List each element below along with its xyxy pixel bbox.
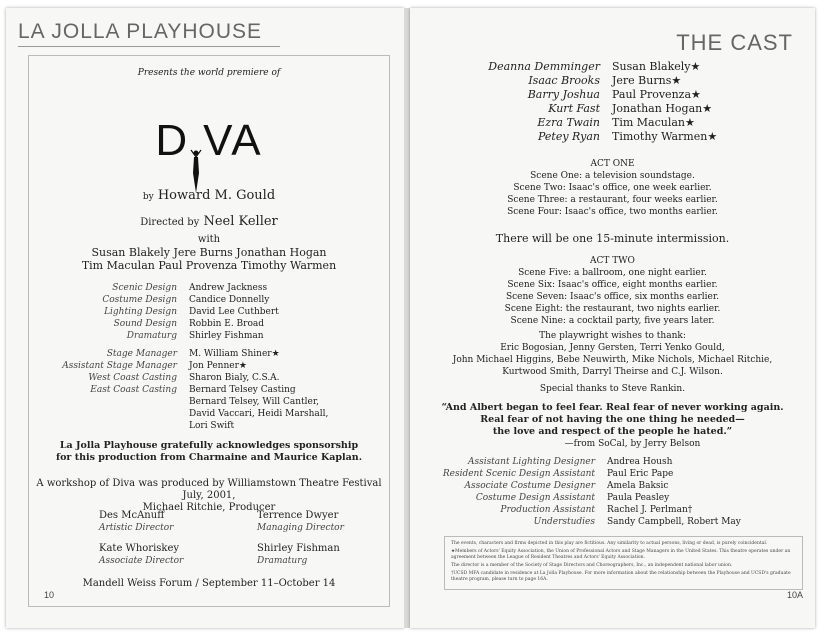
- special-thanks: Special thanks to Steve Rankin.: [539, 384, 686, 394]
- cast-row: [410, 88, 815, 102]
- scene-line: Scene Five: a ballroom, one night earlier.: [518, 268, 707, 278]
- crew-role: Resident Scenic Design Assistant: [442, 469, 595, 479]
- venue-dates: Mandell Weiss Forum / September 11–October 14: [82, 578, 336, 589]
- fine-print-line: †UCSD MFA candidate in residence at La Jolla Playhouse. For more information about the relationship between the Playhouse and UCSD's graduate theatre program, please turn to page 16A.: [451, 571, 791, 582]
- staff-title: Associate Director: [99, 556, 184, 566]
- epigraph-quote: [410, 402, 815, 438]
- author-line: [29, 188, 389, 203]
- credit-row: [29, 330, 389, 342]
- quote-source: —from SoCal, by Jerry Belson: [564, 439, 701, 449]
- actor-name: Paul Provenza★: [612, 88, 701, 101]
- fine-print-line: ★Members of Actors' Equity Association, the Union of Professional Actors and Stage Managers in the United States. This theatre operates under an agreement between the League of Resident Theatres and Actors' Equity Association.: [451, 549, 791, 560]
- credit-role: Lighting Design: [104, 307, 177, 317]
- crew-row: [410, 468, 815, 480]
- quote-line: the love and respect of the people he hated.”: [492, 426, 733, 437]
- credit-role: [29, 408, 189, 420]
- with-line: with: [197, 234, 221, 245]
- act-two-title: ACT TWO: [590, 256, 635, 266]
- cast-row: [410, 74, 815, 88]
- crew-list: [410, 456, 815, 528]
- character-name: Kurt Fast: [548, 102, 600, 115]
- staff-title: Managing Director: [257, 523, 344, 533]
- credit-name: Andrew Jackness: [189, 283, 268, 293]
- workshop-line-2: Michael Ritchie, Producer: [142, 502, 276, 513]
- credit-role: [29, 396, 189, 408]
- crew-name: Amela Baksic: [607, 481, 669, 491]
- scene-line: Scene Nine: a cocktail party, five years later.: [510, 316, 715, 326]
- sponsor-line-2: for this production from Charmaine and Maurice Kaplan.: [55, 452, 363, 463]
- credit-row: [29, 408, 389, 420]
- crew-role: Assistant Lighting Designer: [467, 457, 595, 467]
- crew-role: Associate Costume Designer: [464, 481, 595, 491]
- credit-role: [29, 420, 189, 432]
- crew-row: [410, 516, 815, 528]
- crew-role: Understudies: [533, 517, 595, 527]
- logo-letters-va: VA: [203, 116, 263, 165]
- credit-name: Shirley Fishman: [189, 331, 264, 341]
- staff-managing-director: [257, 510, 344, 534]
- directed-prefix: Directed by: [140, 217, 200, 228]
- credit-row: [29, 282, 389, 294]
- credit-name: David Vaccari, Heidi Marshall,: [189, 409, 329, 419]
- intermission-note: There will be one 15-minute intermission.: [495, 232, 730, 245]
- sponsor-note: [29, 440, 389, 464]
- acknowledgements: [410, 330, 815, 378]
- staff-name: Shirley Fishman: [257, 543, 340, 554]
- credit-name: Candice Donnelly: [189, 295, 270, 305]
- credit-name: Lori Swift: [189, 421, 235, 431]
- staff-dramaturg: [257, 543, 340, 567]
- credit-role: Sound Design: [113, 319, 177, 329]
- crew-role: Costume Design Assistant: [475, 493, 595, 503]
- thanks-line: Eric Bogosian, Jenny Gersten, Terri Yenko Gould,: [500, 343, 725, 353]
- workshop-note: [29, 478, 389, 514]
- logo-letter-d: D: [155, 116, 190, 165]
- director-name: Neel Keller: [203, 214, 278, 229]
- by-prefix: by: [142, 192, 154, 202]
- director-line: [29, 214, 389, 229]
- cast-row: [410, 60, 815, 74]
- cast-row: [410, 130, 815, 144]
- credit-row: [29, 318, 389, 330]
- act-one: [410, 158, 815, 218]
- credit-row: [29, 294, 389, 306]
- credit-role: Dramaturg: [126, 331, 177, 341]
- scene-line: Scene One: a television soundstage.: [530, 171, 695, 181]
- quote-line: “And Albert began to feel fear. Real fear of never working again.: [441, 402, 784, 413]
- title-page-frame: [28, 55, 390, 607]
- character-name: Isaac Brooks: [528, 74, 600, 87]
- fine-print-line: The director is a member of the Society of Stage Directors and Choreographers, Inc., an independent national labor union.: [451, 563, 733, 568]
- quote-line: Real fear of not having the one thing he needed—: [480, 414, 745, 425]
- playhouse-header: LA JOLLA PLAYHOUSE: [18, 20, 263, 43]
- scene-line: Scene Three: a restaurant, four weeks earlier.: [507, 195, 718, 205]
- scene-line: Scene Seven: Isaac's office, six months earlier.: [505, 292, 720, 302]
- credit-row: [29, 420, 389, 432]
- crew-name: Paul Eric Pape: [607, 469, 674, 479]
- act-two: [410, 255, 815, 327]
- credit-role: Costume Design: [102, 295, 177, 305]
- author-name: Howard M. Gould: [157, 188, 276, 203]
- credit-role: East Coast Casting: [90, 385, 177, 395]
- crew-row: [410, 492, 815, 504]
- crew-row: [410, 480, 815, 492]
- diva-logo: [29, 116, 389, 166]
- staff-title: Dramaturg: [257, 556, 308, 566]
- credit-role: Assistant Stage Manager: [62, 361, 177, 371]
- credit-role: West Coast Casting: [88, 373, 177, 383]
- crew-row: [410, 504, 815, 516]
- act-one-title: ACT ONE: [590, 159, 635, 169]
- scene-line: Scene Six: Isaac's office, eight months earlier.: [507, 280, 718, 290]
- cast-row: [410, 102, 815, 116]
- credit-name: David Lee Cuthbert: [189, 307, 279, 317]
- crew-role: Production Assistant: [500, 505, 595, 515]
- staff-associate-director: [99, 543, 183, 567]
- credit-role: Stage Manager: [106, 349, 177, 359]
- cast-header: THE CAST: [676, 30, 793, 55]
- credit-row: [29, 306, 389, 318]
- thanks-title: The playwright wishes to thank:: [539, 331, 686, 341]
- sponsor-line-1: La Jolla Playhouse gratefully acknowledges sponsorship: [59, 440, 359, 451]
- character-name: Barry Joshua: [527, 88, 600, 101]
- character-name: Deanna Demminger: [488, 60, 600, 73]
- management-credits: [29, 348, 389, 432]
- staff-artistic-director: [99, 510, 173, 534]
- cast-list: [410, 60, 815, 144]
- staff-title: Artistic Director: [99, 523, 174, 533]
- workshop-line-1: A workshop of Diva was produced by Williamstown Theatre Festival July, 2001,: [36, 478, 382, 501]
- cast-row: [410, 116, 815, 130]
- actor-name: Jere Burns★: [612, 74, 682, 87]
- credit-name: Sharon Bialy, C.S.A.: [189, 373, 280, 383]
- character-name: Petey Ryan: [537, 130, 600, 143]
- credit-name: Bernard Telsey, Will Cantler,: [189, 397, 320, 407]
- left-page: [6, 8, 404, 628]
- credit-name: M. William Shiner★: [189, 349, 280, 359]
- scene-line: Scene Four: Isaac's office, two months earlier.: [507, 207, 718, 217]
- character-name: Ezra Twain: [537, 116, 600, 129]
- credit-name: Jon Penner★: [189, 361, 247, 371]
- cast-line-1: Susan Blakely Jere Burns Jonathan Hogan: [91, 246, 327, 259]
- actor-name: Tim Maculan★: [612, 116, 695, 129]
- crew-name: Sandy Campbell, Robert May: [607, 517, 741, 527]
- credit-row: [29, 360, 389, 372]
- design-credits: [29, 282, 389, 342]
- header-rule: [18, 46, 280, 47]
- actor-name: Jonathan Hogan★: [612, 102, 713, 115]
- presents-line: Presents the world premiere of: [137, 68, 281, 78]
- credit-role: Scenic Design: [112, 283, 177, 293]
- credit-name: Robbin E. Broad: [189, 319, 265, 329]
- fine-print-box: [444, 536, 803, 590]
- cast-line-2: Tim Maculan Paul Provenza Timothy Warmen: [81, 259, 337, 272]
- credit-row: [29, 348, 389, 360]
- actor-name: Susan Blakely★: [612, 60, 701, 73]
- staff-name: Terrence Dwyer: [257, 510, 339, 521]
- fine-print-line: The events, characters and firms depicted in this play are fictitious. Any similarity to actual persons, living or dead, is purely coincidental.: [451, 541, 768, 546]
- page-number-right: 10A: [786, 590, 803, 600]
- actor-name: Timothy Warmen★: [612, 130, 718, 143]
- crew-name: Paula Peasley: [607, 493, 670, 503]
- crew-name: Rachel J. Perlman†: [607, 505, 693, 515]
- staff-name: Kate Whoriskey: [99, 543, 180, 554]
- scene-line: Scene Two: Isaac's office, one week earlier.: [513, 183, 712, 193]
- credit-row: [29, 384, 389, 396]
- thanks-line: John Michael Higgins, Bebe Neuwirth, Mike Nichols, Michael Ritchie,: [452, 355, 773, 365]
- credit-name: Bernard Telsey Casting: [189, 385, 296, 395]
- scene-line: Scene Eight: the restaurant, two nights earlier.: [504, 304, 721, 314]
- staff-name: Des McAnuff: [99, 510, 165, 521]
- right-page: [410, 8, 815, 628]
- credit-row: [29, 396, 389, 408]
- thanks-line: Kurtwood Smith, Darryl Theirse and C.J. Wilson.: [502, 367, 723, 377]
- crew-name: Andrea Housh: [607, 457, 673, 467]
- crew-row: [410, 456, 815, 468]
- page-number-left: 10: [44, 590, 55, 600]
- credit-row: [29, 372, 389, 384]
